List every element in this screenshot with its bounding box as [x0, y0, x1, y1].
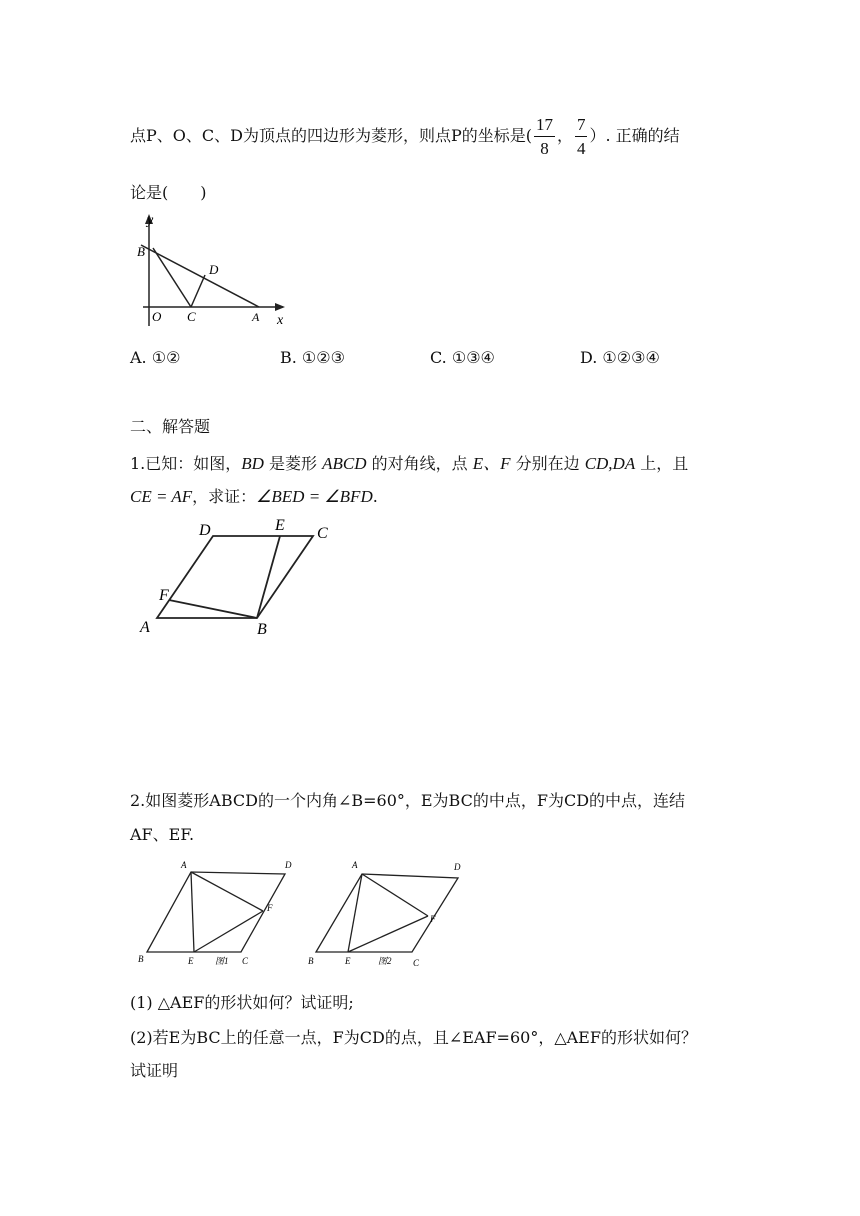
segment-CD	[191, 275, 205, 307]
q1-line2	[130, 484, 378, 507]
prev-question-suffix: ）. 正确的结	[589, 126, 680, 145]
q1-text-2: 是菱形	[263, 454, 323, 473]
label-B: B	[257, 621, 267, 638]
label-O: O	[152, 309, 162, 324]
caption-fig2: 图2	[378, 956, 392, 966]
q2-sub3: 试证明	[130, 1061, 179, 1080]
prev-question-line1	[130, 116, 680, 157]
label-C: C	[317, 525, 328, 542]
x-axis-arrow	[275, 303, 285, 311]
q2-line2: AF、EF.	[130, 825, 195, 844]
segment-EB	[257, 536, 280, 618]
option-c: C. ①③④	[430, 348, 495, 367]
coordinate-figure	[135, 208, 295, 330]
segment-BC	[153, 248, 191, 307]
label-B: B	[308, 956, 314, 966]
label-D: D	[454, 862, 461, 872]
q2-sub1: (1) △AEF的形状如何？试证明;	[130, 993, 354, 1012]
rhombus-figure-q1	[135, 512, 345, 642]
q1-text-6: ，求证：	[192, 487, 257, 506]
label-C: C	[242, 956, 249, 966]
label-B: B	[138, 954, 144, 964]
prev-question-sep: ，	[556, 126, 573, 145]
label-A: A	[140, 619, 150, 636]
label-F: F	[267, 903, 273, 913]
label-x: x	[277, 313, 284, 328]
label-D: D	[285, 860, 292, 870]
label-F: F	[430, 914, 436, 924]
rhombus-abcd	[157, 536, 313, 618]
q1-equation-angles: ∠BED = ∠BFD	[256, 487, 373, 506]
section-title: 二、解答题	[130, 417, 211, 436]
label-E: E	[345, 956, 351, 966]
q1-ef: E、F	[472, 454, 511, 473]
label-C: C	[187, 309, 196, 324]
label-F: F	[159, 587, 169, 604]
q1-text-7: .	[372, 487, 378, 506]
q1-cd-da: CD,DA	[584, 454, 636, 473]
rhombus-abcd-fig2	[316, 874, 458, 952]
label-C: C	[413, 958, 420, 968]
rhombus-abcd-fig1	[147, 872, 285, 952]
segment-AE	[191, 872, 194, 952]
label-y: y	[147, 213, 154, 228]
option-a: A. ①②	[130, 348, 181, 367]
label-D: D	[199, 522, 211, 539]
q1-text-3: 的对角线，点	[366, 454, 473, 473]
fraction-7-4: $\frac{7}{4}$	[576, 115, 586, 158]
segment-AF	[191, 872, 263, 911]
q1-equation-ce-af: CE = AF	[130, 487, 193, 506]
label-A: A	[352, 860, 358, 870]
label-E: E	[275, 517, 285, 534]
q2-line1: 2.如图菱形ABCD的一个内角∠B=60°，E为BC的中点，F为CD的中点，连结	[130, 791, 686, 810]
q1-abcd: ABCD	[322, 454, 367, 473]
segment-FB	[169, 600, 257, 618]
label-E: E	[188, 956, 194, 966]
option-d: D. ①②③④	[580, 348, 660, 367]
caption-fig1: 图1	[215, 956, 229, 966]
q1-text-5: 上，且	[635, 454, 689, 473]
segment-BA	[141, 245, 259, 307]
q1-text-1: 1.已知：如图，	[130, 454, 242, 473]
fraction-17-8: $\frac{17}{8}$	[535, 115, 553, 158]
rhombus-figure-1	[135, 854, 305, 970]
label-A: A	[252, 310, 260, 324]
prev-question-line2: 论是( )	[130, 183, 207, 202]
option-b: B. ①②③	[280, 348, 345, 367]
q1-bd: BD	[241, 454, 264, 473]
segment-AF	[362, 874, 428, 916]
label-B: B	[137, 244, 145, 259]
label-A: A	[181, 860, 187, 870]
label-D: D	[209, 262, 219, 277]
q2-sub2: (2)若E为BC上的任意一点，F为CD的点，且∠EAF=60°，△AEF的形状如何？	[130, 1028, 697, 1047]
q1-line1	[130, 449, 688, 474]
rhombus-figure-2	[300, 854, 475, 970]
q1-text-4: 分别在边	[510, 454, 585, 473]
prev-question-prefix: 点P、O、C、D为顶点的四边形为菱形，则点P的坐标是(	[130, 126, 532, 145]
